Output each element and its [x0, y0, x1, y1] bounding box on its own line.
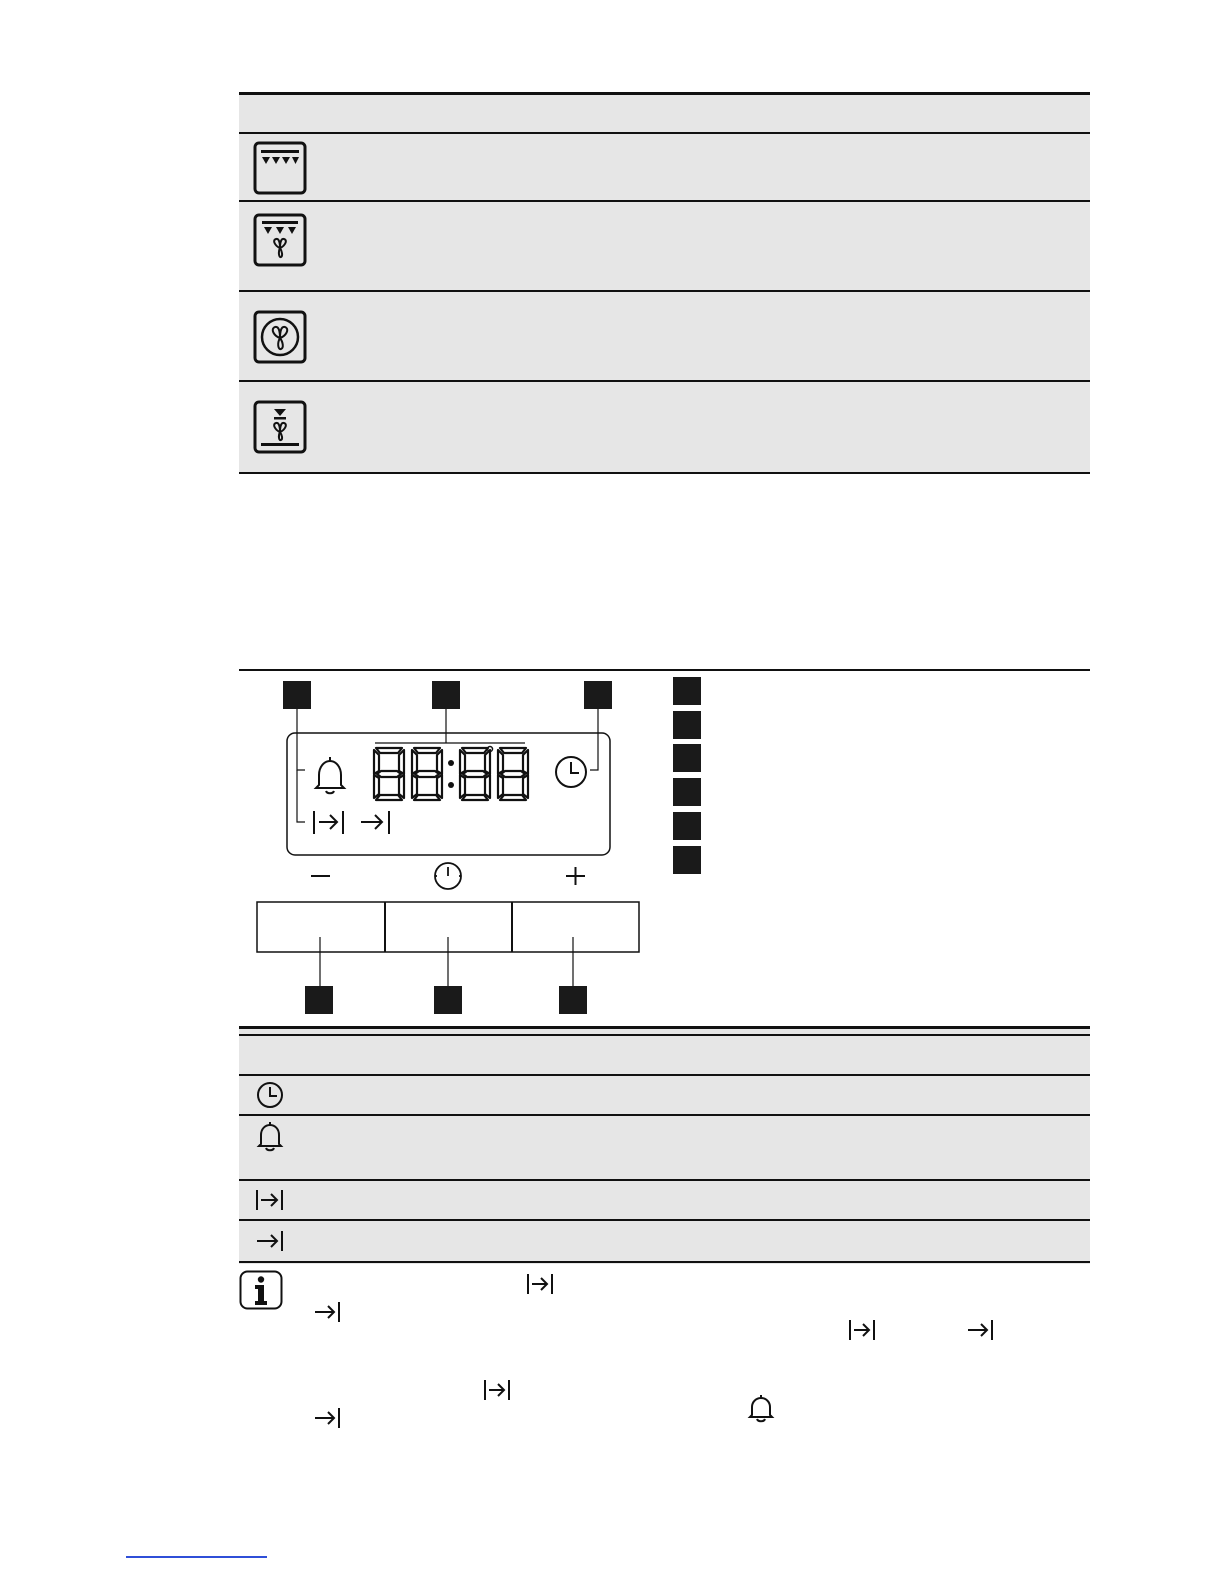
top-heat-fan-icon: [253, 213, 307, 267]
clock-functions-table: [239, 1026, 1090, 1264]
callout-3: [584, 681, 612, 709]
table-row: [239, 382, 1090, 472]
display-end-time-icon: [361, 811, 389, 834]
bottom-heat-fan-icon: [253, 400, 307, 454]
digit-8: [460, 748, 490, 800]
callout-6: [559, 986, 587, 1014]
bell-icon: [747, 1394, 775, 1424]
table-row: [239, 1116, 1090, 1179]
duration-icon: [848, 1318, 878, 1342]
duration-icon: [253, 1183, 287, 1217]
true-fan-icon: [253, 310, 307, 364]
table-row: [239, 1181, 1090, 1219]
minute-minder-bell-icon: [253, 1120, 287, 1154]
table-row: [239, 202, 1090, 290]
callout-4: [305, 986, 333, 1014]
display-digits: [371, 745, 531, 803]
table-row: [239, 1221, 1090, 1261]
leader-line: [297, 709, 305, 770]
legend-marker: [673, 812, 701, 840]
table-double-rule: [239, 1034, 1090, 1036]
table-row: [239, 1076, 1090, 1114]
digit-8: [374, 748, 404, 800]
callout-2: [432, 681, 460, 709]
table-row: [239, 292, 1090, 380]
duration-icon: [526, 1272, 556, 1296]
legend-marker: [673, 677, 701, 705]
display-bell-icon: [316, 757, 344, 793]
digit-colon: [448, 760, 454, 788]
info-icon: [239, 1270, 283, 1310]
display-diagram: [239, 671, 1090, 1023]
table-row: [239, 134, 1090, 200]
display-section: [239, 669, 1090, 1023]
legend-marker: [673, 711, 701, 739]
legend-marker: [673, 744, 701, 772]
digit-8: [498, 748, 528, 800]
plus-icon: [566, 867, 585, 885]
table-bottom-rule: [239, 1261, 1090, 1263]
leader-line: [297, 770, 305, 822]
leader-line: [590, 709, 598, 770]
legend-marker: [673, 846, 701, 874]
display-duration-icon: [314, 811, 343, 834]
digit-8: [412, 748, 442, 800]
legend-marker: [673, 778, 701, 806]
end-time-icon: [966, 1318, 996, 1342]
end-time-icon: [313, 1300, 343, 1324]
end-time-icon: [253, 1224, 287, 1258]
callout-5: [434, 986, 462, 1014]
oven-functions-table: [239, 92, 1090, 474]
footer-link-underline[interactable]: [126, 1556, 267, 1558]
table-bottom-rule: [239, 472, 1090, 474]
time-of-day-icon: [253, 1078, 287, 1112]
top-heat-icon: [253, 141, 307, 195]
info-note: [239, 1270, 1090, 1440]
display-clock-icon: [556, 757, 586, 787]
duration-icon: [483, 1378, 513, 1402]
end-time-icon: [313, 1406, 343, 1430]
clock-button-icon: [435, 863, 461, 889]
callout-1: [283, 681, 311, 709]
